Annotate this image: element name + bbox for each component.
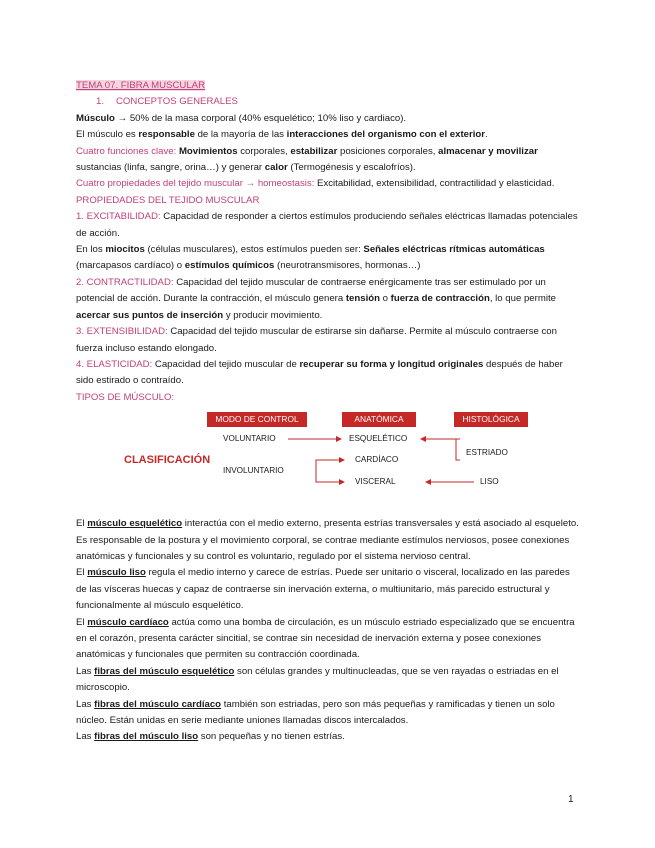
label-voluntario: VOLUNTARIO — [223, 434, 276, 444]
arrow-estriado-bracket — [456, 439, 460, 460]
label-clasificacion: CLASIFICACIÓN — [124, 454, 211, 467]
label-visceral: VISCERAL — [355, 477, 396, 487]
paragraph-propiedades: Cuatro propiedades del tejido muscular → homeostasis: Excitabilidad, extensibilidad, contractilidad y elasticidad. — [76, 178, 555, 190]
paragraph-cardiaco: El músculo cardíaco actúa como una bomba de circulación, es un músculo estriado especializado que se encuentra en el corazón, presenta carácter sincitial, se contrae sin necesidad de inervación externa y posee conexiones anatómicas y funcionales que permiten su contracción coordinada. — [76, 616, 575, 661]
header-anatomica: ANATÓMICA — [342, 412, 416, 427]
paragraph-elasticidad: 4. ELASTICIDAD: Capacidad del tejido muscular de recuperar su forma y longitud originales después de haber sido estirado o contraído. — [76, 358, 563, 387]
paragraph-fibras-liso: Las fibras del músculo liso son pequeñas y no tienen estrías. — [76, 731, 345, 743]
arrow-involuntario-bracket — [316, 460, 344, 482]
label-estriado: ESTRIADO — [466, 448, 508, 458]
header-histologica: HISTOLÓGICA — [454, 412, 528, 427]
header-modo-control: MODO DE CONTROL — [207, 412, 307, 427]
paragraph-contractilidad: 2. CONTRACTILIDAD: Capacidad del tejido muscular de contraerse enérgicamente tras ser estimulado por un potencial de acción. Durante la contracción, el músculo genera tensión o fuerza de contracción, lo que permite acercar sus puntos de inserción y producir movimiento. — [76, 276, 556, 321]
heading-tipos: TIPOS DE MÚSCULO: — [76, 391, 175, 403]
label-liso: LISO — [480, 477, 499, 487]
paragraph-esqueletico: El músculo esquelético interactúa con el medio externo, presenta estrías transversales y está asociado al esqueleto. Es responsable de la postura y el movimiento corporal, se contrae mediante estímulos nerviosos, posee conexiones anatómicas y funcionales y su control es voluntario, regulado por el sistema nervioso central. — [76, 518, 579, 562]
classification-diagram — [76, 410, 579, 506]
label-involuntario: INVOLUNTARIO — [223, 466, 284, 476]
paragraph-extensibilidad: 3. EXTENSIBILIDAD: Capacidad del tejido muscular de estirarse sin dañarse. Permite al músculo contraerse con fuerza incluso estando elongado. — [76, 326, 557, 354]
paragraph-funciones: Cuatro funciones clave: Movimientos corporales, estabilizar posiciones corporales, almacenar y movilizar sustancias (linfa, sangre, orina…) y generar calor (Termogénesis y escalofríos). — [76, 145, 538, 174]
paragraph-excitabilidad: 1. EXCITABILIDAD: Capacidad de responder a ciertos estímulos produciendo señales eléctricas llamadas potenciales de acción. — [76, 211, 578, 239]
paragraph-fibras-cardiaco: Las fibras del músculo cardíaco también son estriadas, pero son más pequeñas y ramificadas y tienen un solo núcleo. Están unidas en serie mediante uniones llamadas discos intercalados. — [76, 698, 555, 726]
diagram-arrows — [76, 410, 579, 506]
label-cardiaco: CARDÍACO — [355, 455, 399, 465]
heading-propiedades: PROPIEDADES DEL TEJIDO MUSCULAR — [76, 194, 260, 206]
paragraph-fibras-esqueletico: Las fibras del músculo esquelético son células grandes y multinucleadas, que se ven rayadas o estriadas en el microscopio. — [76, 665, 559, 694]
page-number: 1 — [568, 794, 574, 805]
document-page — [76, 78, 579, 746]
paragraph-responsable: El músculo es responsable de la mayoría de las interacciones del organismo con el exterior. — [76, 129, 488, 141]
document-title: TEMA 07. FIBRA MUSCULAR — [76, 80, 206, 91]
paragraph-miocitos: En los miocitos (células musculares), estos estímulos pueden ser: Señales eléctricas rítmicas automáticas (marcapasos cardíaco) o estímulos químicos (neurotransmisores, hormonas…) — [76, 244, 545, 272]
label-esqueletico: ESQUELÉTICO — [349, 434, 408, 444]
paragraph-liso: El músculo liso regula el medio interno y carece de estrías. Puede ser unitario o visceral, localizado en las paredes de las vísceras huecas y capaz de contraerse sin inervación externa, o multiunitario, más parecido estructural y funcionalmente al músculo esquelético. — [76, 567, 570, 612]
section-heading-conceptos: 1. CONCEPTOS GENERALES — [96, 96, 238, 108]
paragraph-musculo: Músculo → 50% de la masa corporal (40% esquelético; 10% liso y cardiaco). — [76, 112, 407, 124]
